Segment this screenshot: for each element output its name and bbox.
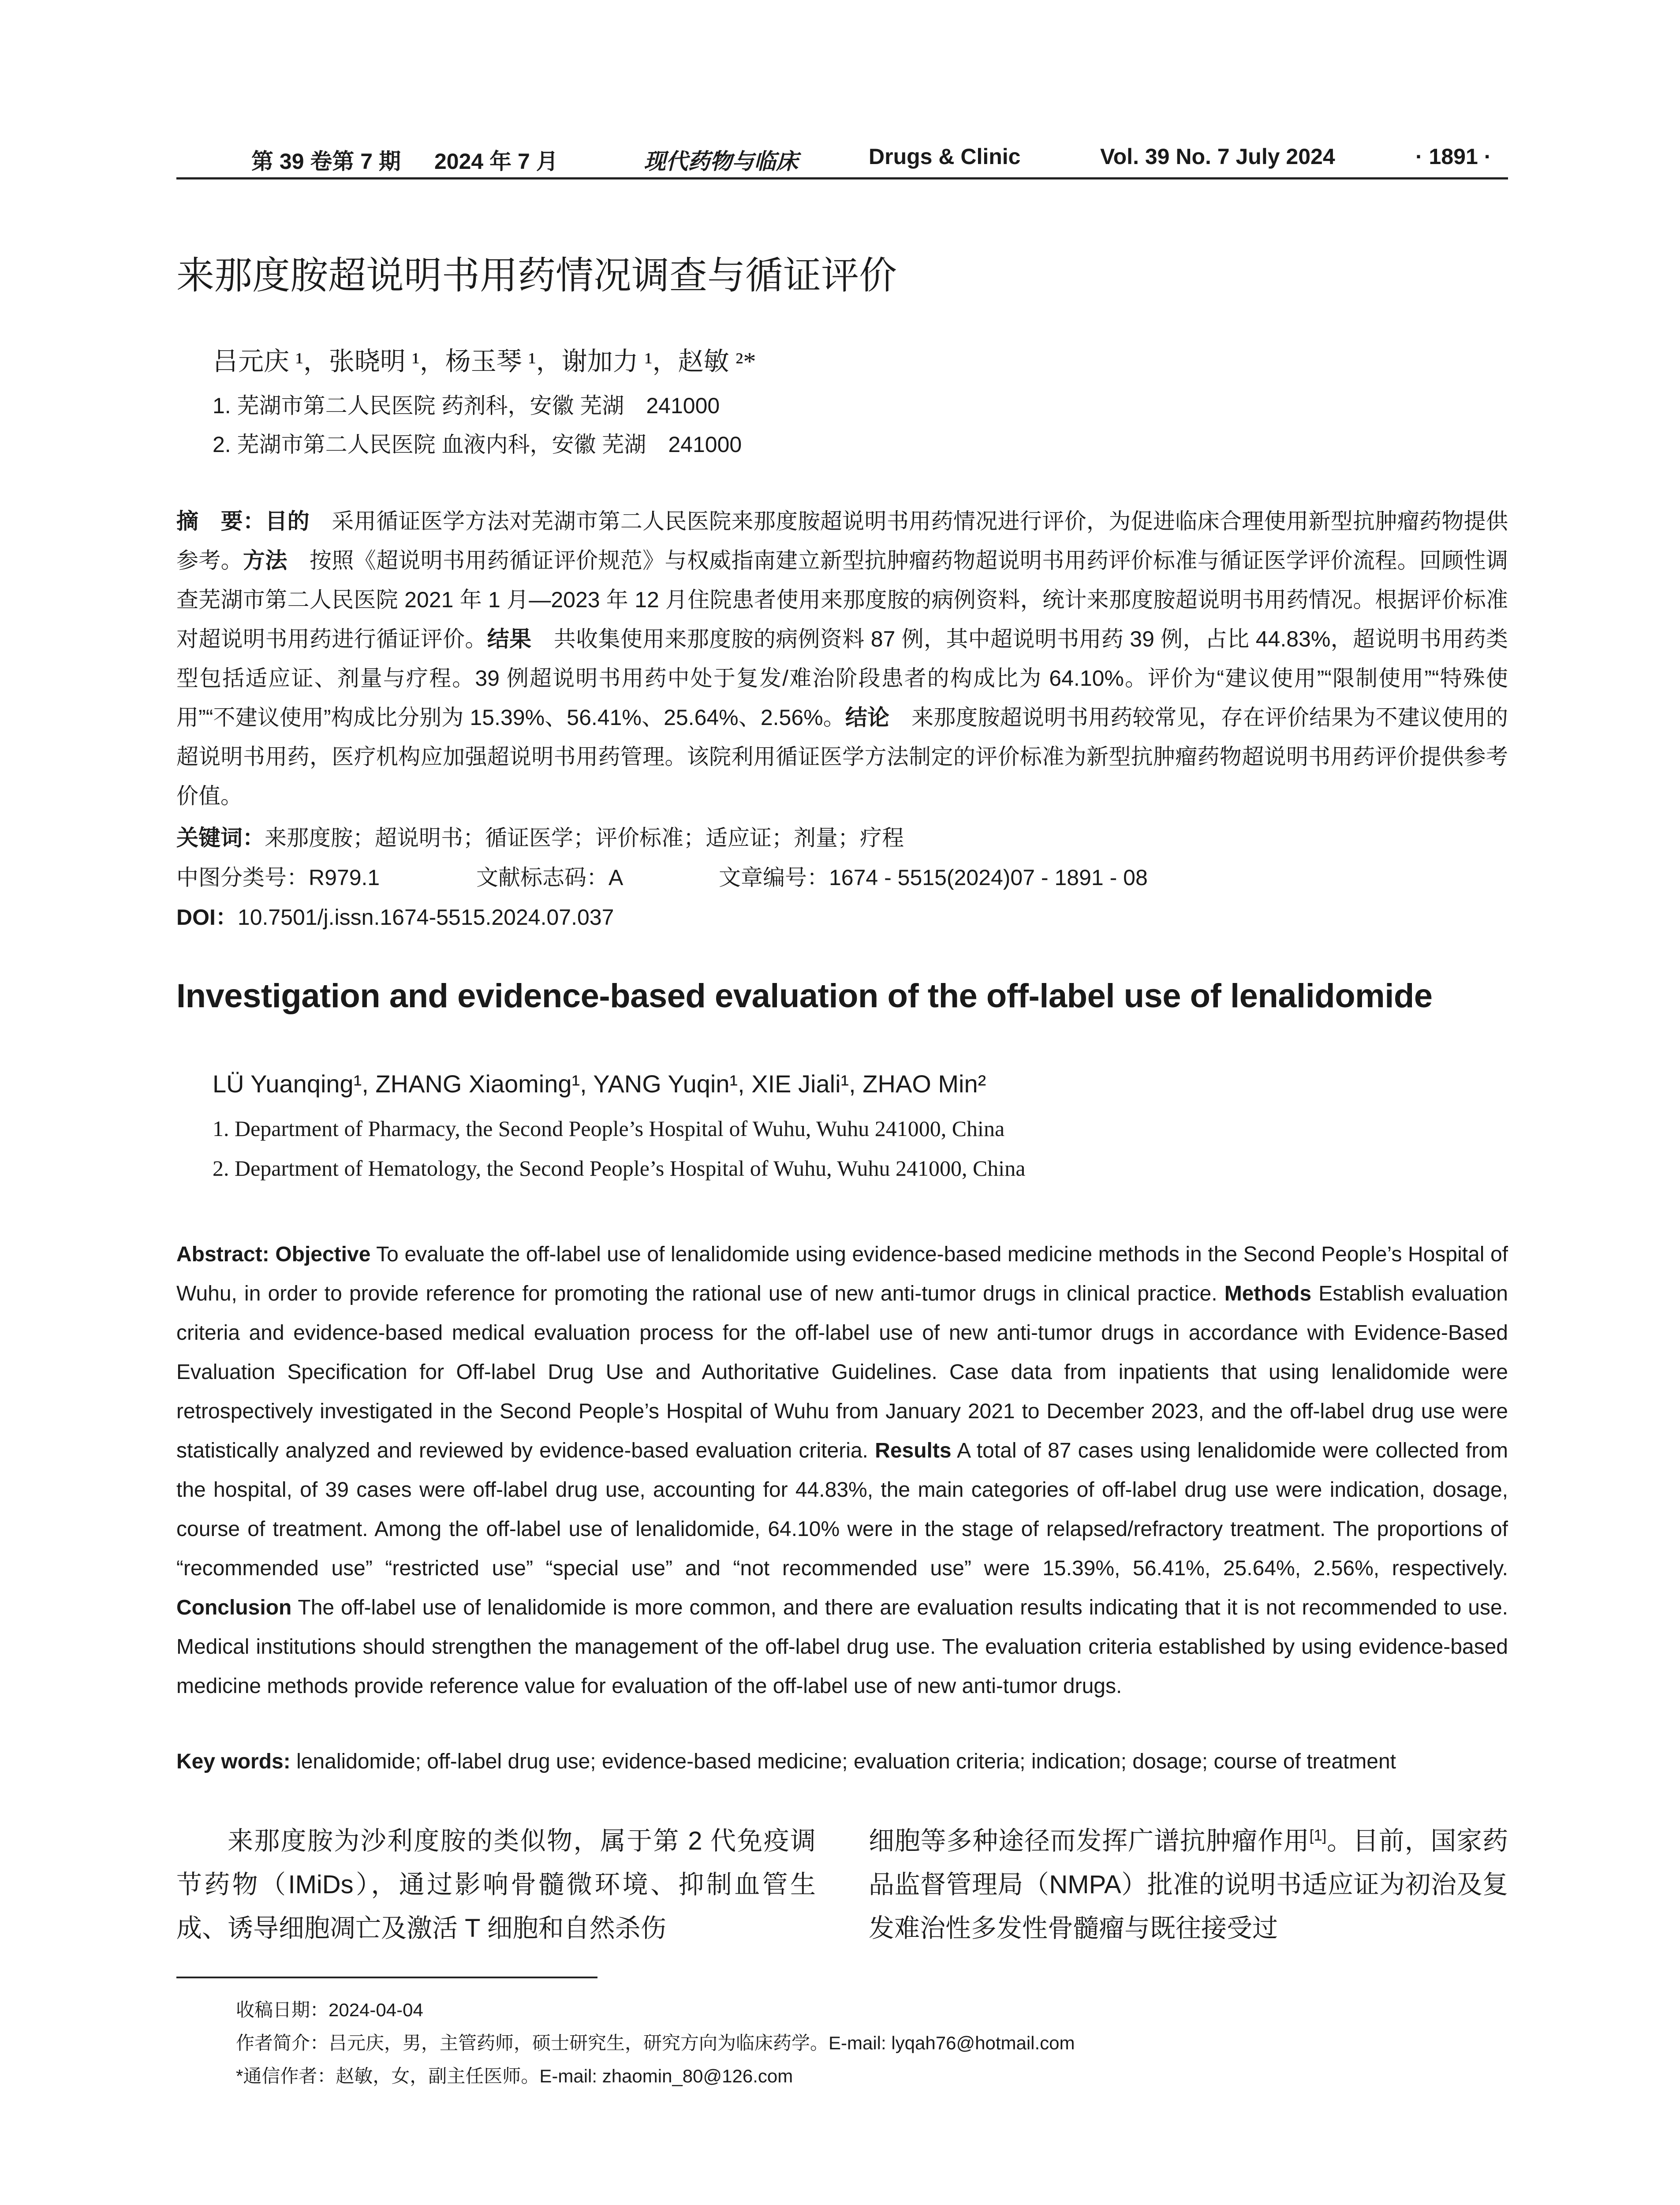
header-page-number: · 1891 · (1415, 144, 1492, 169)
abstract-cn-conclusion-label: 结论 (845, 705, 890, 730)
citation-ref-1[interactable]: [1] (1309, 1827, 1327, 1844)
abstract-en-methods: Establish evaluation criteria and evidence-based medical evaluation process for the off-label use of new anti-tumor drugs in accordance with Evidence-Based Evaluation Specification for Off-label Drug Use and Authoritative Guidelines. Case data from inpatients that using lenalidomide were retrospectively investigated in the Second People’s Hospital of Wuhu from January 2021 to December 2023, and the off-label drug use were statistically analyzed and reviewed by evidence-based evaluation criteria. (176, 1282, 1508, 1462)
abstract-en-objective-label: Objective (275, 1243, 371, 1266)
keywords-en-label: Key words: (176, 1750, 297, 1773)
keywords-cn-value: 来那度胺；超说明书；循证医学；评价标准；适应证；剂量；疗程 (265, 826, 904, 850)
footnote-received: 收稿日期：2024-04-04 (236, 1999, 423, 2020)
abstract-cn-results: 共收集使用来那度胺的病例资料 87 例，其中超说明书用药 39 例，占比 44.83%，超说明书用药类型包括适应证、剂量与疗程。39 例超说明书用药中处于复发/难治阶段患者的构成比为 64.10%。评价为“建议使用”“限制使用”“特殊使用”“不建议使用”构成比分别为 15.39%、56.41%、25.64%、2.56%。 (176, 627, 1508, 730)
abstract-en (176, 1235, 1508, 1706)
authors-cn: 吕元庆 ¹，张晓明 ¹，杨玉琴 ¹，谢加力 ¹，赵敏 ²* (213, 347, 756, 376)
keywords-en-value: lenalidomide; off-label drug use; evidence-based medicine; evaluation criteria; indication; dosage; course of treatment (296, 1750, 1396, 1773)
affiliation-en-1: 1. Department of Pharmacy, the Second People’s Hospital of Wuhu, Wuhu 241000, China (213, 1116, 1005, 1141)
article-number (719, 860, 1148, 892)
abstract-en-results: A total of 87 cases using lenalidomide were collected from the hospital, of 39 cases were off-label drug use, accounting for 44.83%, the main categories of off-label drug use were indication, dosage, course of treatment. Among the off-label use of lenalidomide, 64.10% were in the stage of relapsed/refractory treatment. The proportions of “recommended use” “restricted use” “special use” and “not recommended use” were 15.39%, 56.41%, 25.64%, 2.56%, respectively. (176, 1439, 1508, 1580)
body-column-right (869, 1819, 1508, 1950)
abstract-cn-results-label: 结果 (487, 627, 532, 651)
document-code (476, 860, 623, 892)
authors-en: LÜ Yuanqing¹, ZHANG Xiaoming¹, YANG Yuqin¹, XIE Jiali¹, ZHAO Min² (213, 1070, 986, 1098)
header-issue-en: Vol. 39 No. 7 July 2024 (1100, 144, 1335, 169)
abstract-cn-label: 摘 要： (176, 509, 265, 534)
affiliation-cn-1: 1. 芜湖市第二人民医院 药剂科，安徽 芜湖 241000 (213, 393, 720, 418)
clc-value: R979.1 (309, 865, 380, 890)
affiliation-en-2: 2. Department of Hematology, the Second People’s Hospital of Wuhu, Wuhu 241000, China (213, 1156, 1026, 1181)
affiliation-cn-2: 2. 芜湖市第二人民医院 血液内科，安徽 芜湖 241000 (213, 432, 742, 457)
body-right-text-1: 细胞等多种途径而发挥广谱抗肿瘤作用 (869, 1827, 1310, 1855)
abstract-cn-objective: 采用循证医学方法对芜湖市第二人民医院来那度胺超说明书用药情况进行评价，为促进临床合理使用新型抗肿瘤药物提供参考。 (176, 509, 1508, 573)
doi-label: DOI： (176, 905, 238, 930)
abstract-en-results-label: Results (875, 1439, 952, 1462)
abstract-cn-methods: 按照《超说明书用药循证评价规范》与权威指南建立新型抗肿瘤药物超说明书用药评价标准与循证医学评价流程。回顾性调查芜湖市第二人民医院 2021 年 1 月—2023 年 12 月住院患者使用来那度胺的病例资料，统计来那度胺超说明书用药情况。根据评价标准对超说明书用药进行循证评价。 (176, 548, 1508, 651)
abstract-en-objective: To evaluate the off-label use of lenalidomide using evidence-based medicine methods in the Second People’s Hospital of Wuhu, in order to provide reference for promoting the rational use of new anti-tumor drugs in clinical practice. (176, 1243, 1508, 1305)
abstract-en-conclusion: The off-label use of lenalidomide is more common, and there are evaluation results indicating that it is not recommended to use. Medical institutions should strengthen the management of the off-label drug use. The evaluation criteria established by using evidence-based medicine methods provide reference value for evaluation of the off-label use of new anti-tumor drugs. (176, 1596, 1508, 1698)
body-column-left: 来那度胺为沙利度胺的类似物，属于第 2 代免疫调节药物（IMiDs），通过影响骨髓微环境、抑制血管生成、诱导细胞凋亡及激活 T 细胞和自然杀伤 (176, 1827, 816, 1943)
running-header (176, 141, 1508, 176)
footnote-corresponding: *通信作者：赵敏，女，副主任医师。E-mail: zhaomin_80@126.com (236, 2066, 793, 2086)
doi-line (176, 900, 614, 931)
doc-code-label: 文献标志码： (476, 865, 609, 890)
article-number-value: 1674 - 5515(2024)07 - 1891 - 08 (829, 865, 1148, 890)
doi-value[interactable]: 10.7501/j.issn.1674-5515.2024.07.037 (237, 905, 614, 930)
header-journal-cn: 现代药物与临床 (644, 148, 798, 174)
abstract-cn-objective-label: 目的 (265, 509, 310, 534)
abstract-en-conclusion-label: Conclusion (176, 1596, 292, 1619)
header-date-cn: 2024 年 7 月 (434, 149, 558, 174)
header-journal-en: Drugs & Clinic (869, 144, 1021, 169)
keywords-cn (176, 820, 904, 852)
abstract-cn (176, 502, 1508, 816)
article-number-label: 文章编号： (719, 865, 829, 890)
footnote-author-bio: 作者简介：吕元庆，男，主管药师，硕士研究生，研究方向为临床药学。E-mail: lyqah76@hotmail.com (236, 2033, 1075, 2053)
keywords-en (176, 1742, 1508, 1781)
abstract-en-methods-label: Methods (1224, 1282, 1312, 1305)
body-right-text-2: 。目前，国家药品监督管理局（NMPA）批准的说明书适应证为初治及复发难治性多发性骨髓瘤与既往接受过 (869, 1827, 1508, 1943)
clc-label: 中图分类号： (176, 865, 309, 890)
classification-line (176, 860, 380, 892)
article-title-cn: 来那度胺超说明书用药情况调查与循证评价 (176, 254, 897, 297)
article-title-en: Investigation and evidence-based evaluation of the off-label use of lenalidomide (176, 977, 1433, 1015)
header-divider (176, 177, 1508, 179)
header-issue-cn: 第 39 卷第 7 期 (251, 149, 401, 174)
doc-code-value: A (609, 865, 623, 890)
keywords-cn-label: 关键词： (176, 826, 265, 850)
abstract-cn-conclusion: 来那度胺超说明书用药较常见，存在评价结果为不建议使用的超说明书用药，医疗机构应加强超说明书用药管理。该院利用循证医学方法制定的评价标准为新型抗肿瘤药物超说明书用药评价提供参考价值。 (176, 705, 1508, 808)
abstract-en-label: Abstract: (176, 1243, 276, 1266)
footnote-divider (176, 1977, 597, 1978)
abstract-cn-methods-label: 方法 (243, 548, 287, 573)
